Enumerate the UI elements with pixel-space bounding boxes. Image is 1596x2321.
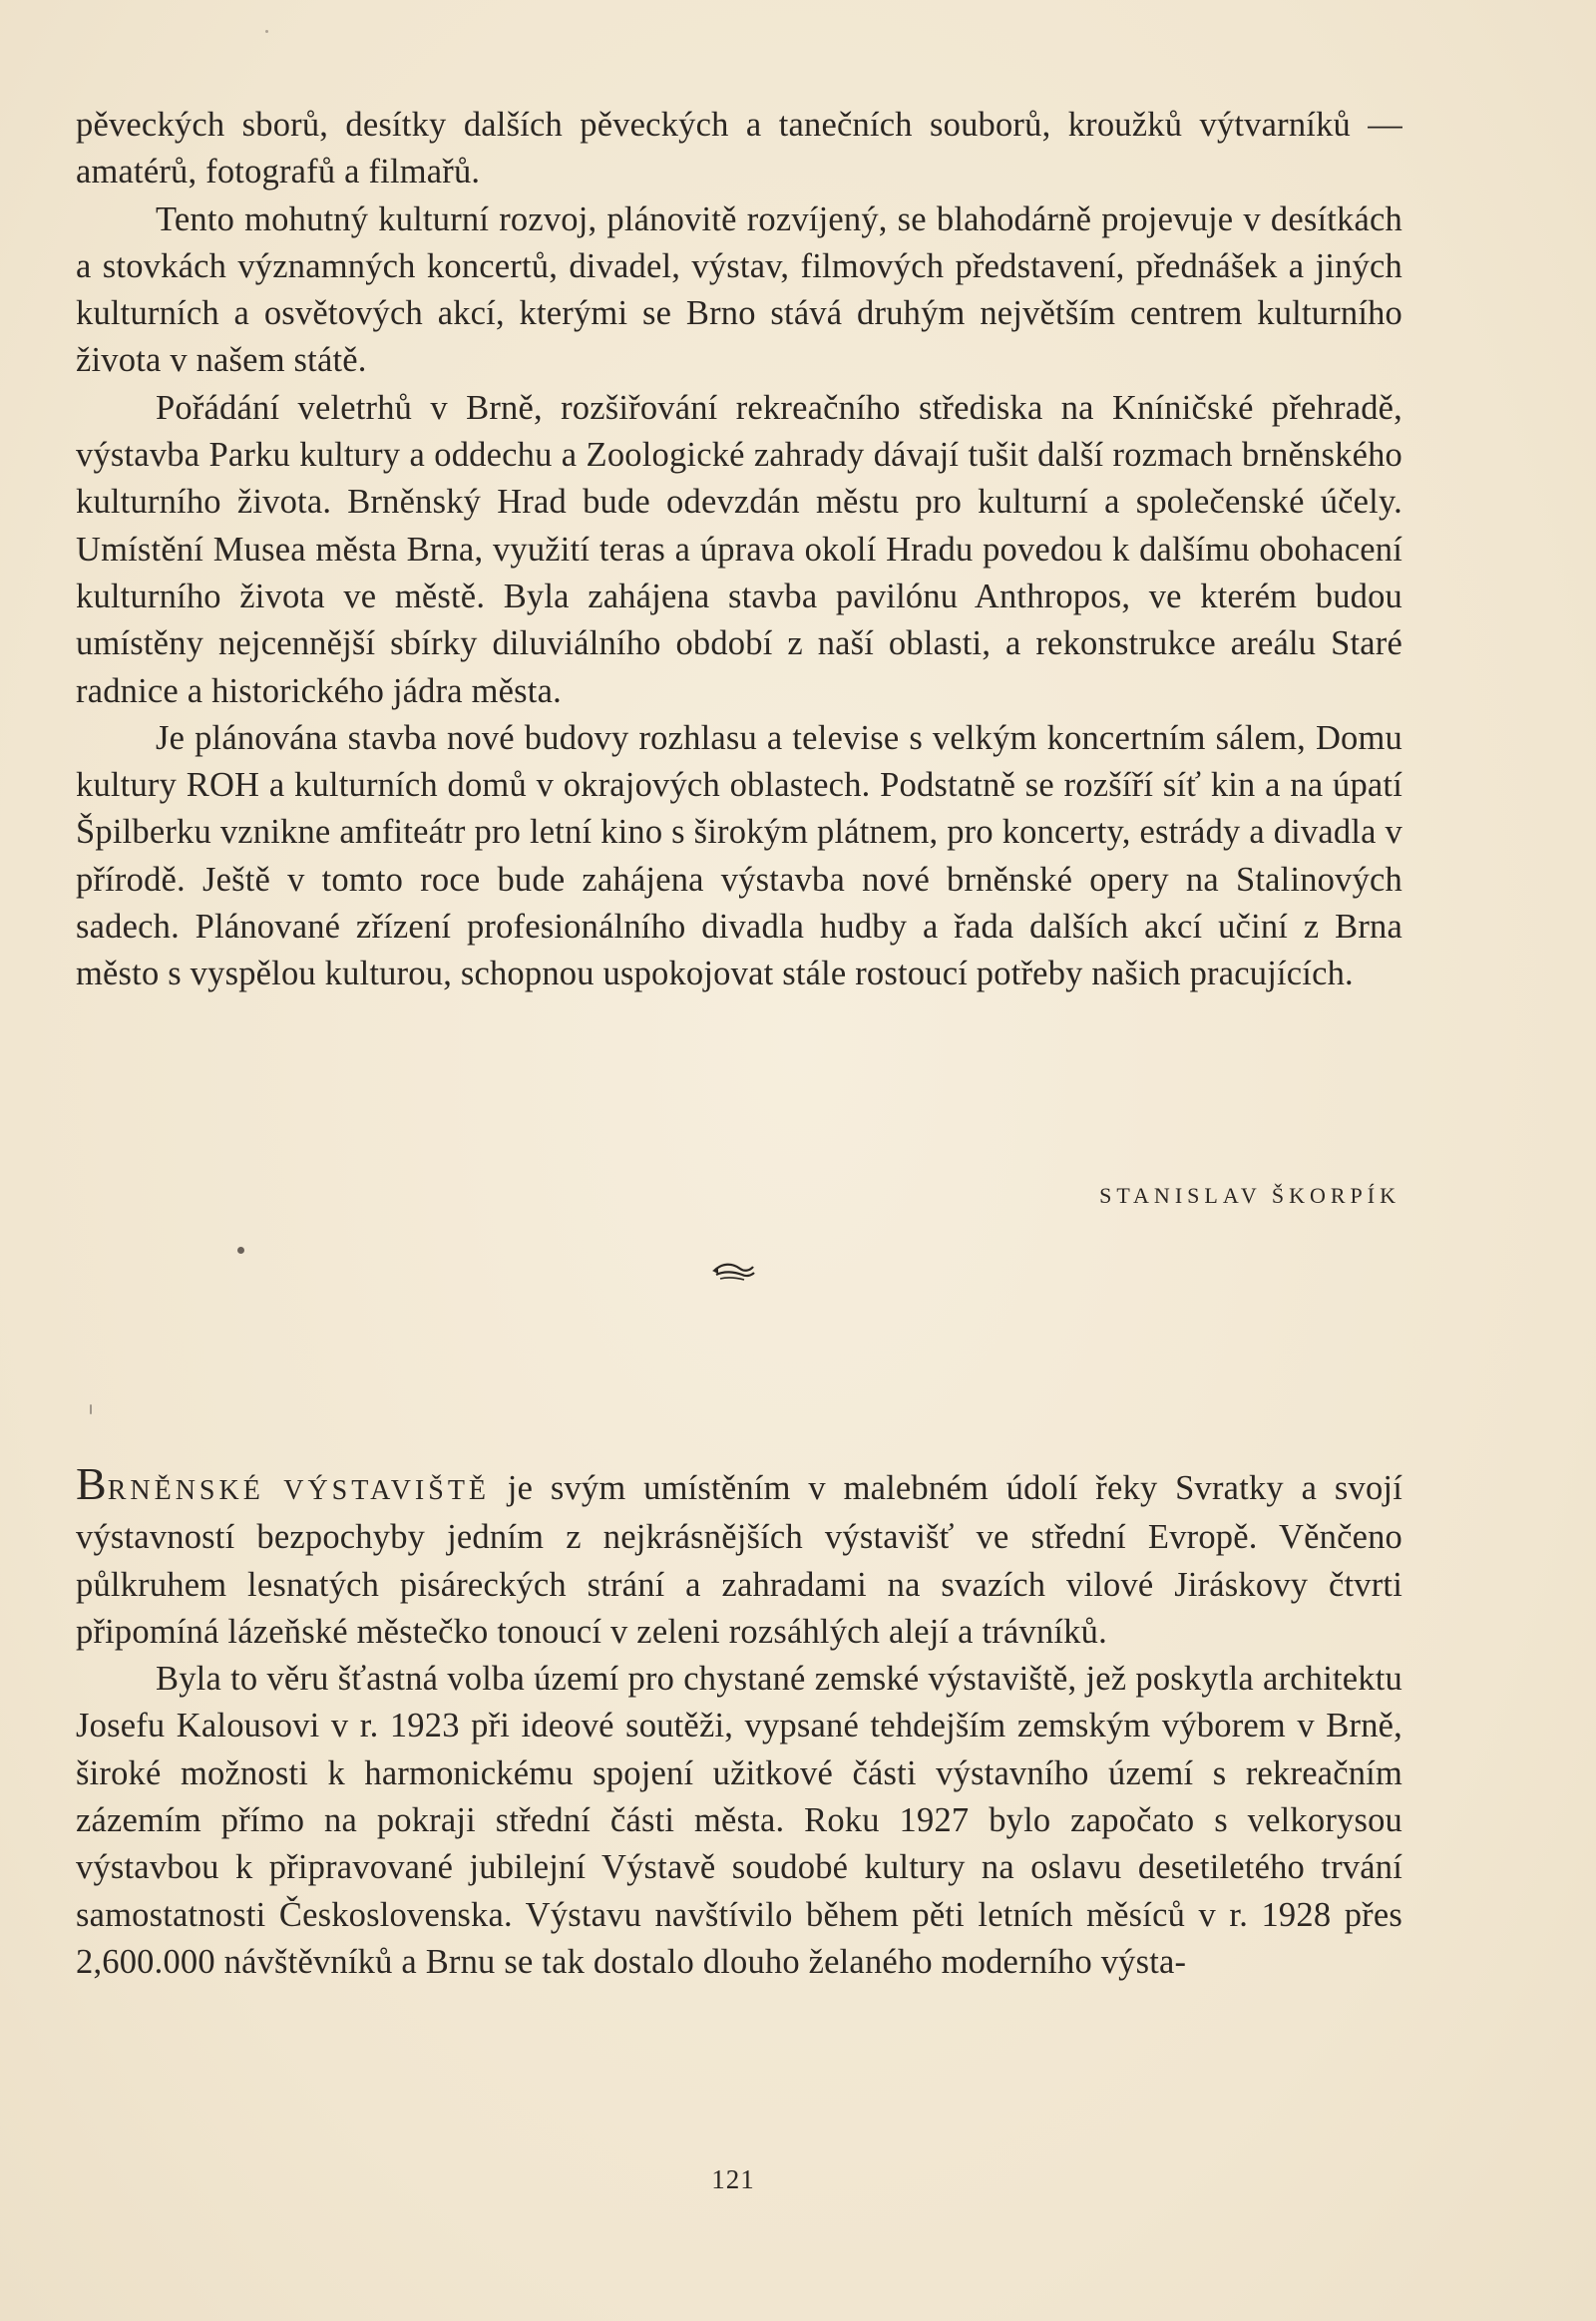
paragraph-exhibition-history: Byla to věru šťastná volba území pro chystané zemské výstaviště, jež poskytla architektu Josefu Kalousovi v r. 1923 při ideové soutěži, vypsané tehdejším zemským výborem v Brně, široké možnosti k harmonickému spojení užitkové části výstavního území s rekreačním zázemím přímo na pokraji střední části města. Roku 1927 bylo započato s velkorysou výstavbou k připravované jubilejní Výstavě soudobé kultury na oslavu desetiletého trvání samostatnosti Československa. Výstavu navštívilo během pěti letních měsíců v r. 1928 přes 2,600.000 návštěvníků a Brnu se tak dostalo dlouho želaného moderního výsta- (76, 1660, 1402, 1981)
paragraph-future-plans: Pořádání veletrhů v Brně, rozšiřování rekreačního střediska na Kníničské přehradě, výstavba Parku kultury a oddechu a Zoologické zahrady dávají tušit další rozmach brněnského kulturního života. Brněnský Hrad bude odevzdán městu pro kulturní a společenské účely. Umístění Musea města Brna, využití teras a úprava okolí Hradu povedou k dalšímu obohacení kulturního života ve městě. Byla zahájena stavba pavilónu Anthropos, ve kterém budou umístěny nejcennější sbírky diluviálního období z naší oblasti, a rekonstrukce areálu Staré radnice a historického jádra města. (76, 388, 1402, 710)
paragraph-exhibition-grounds (76, 1460, 1402, 1656)
paragraph-new-buildings: Je plánována stavba nové budovy rozhlasu a televise s velkým koncertním sálem, Domu kultury ROH a kulturních domů v okrajových oblastech. Podstatně se rozšíří síť kin a na úpatí Špilberku vznikne amfiteátr pro letní kino s širokým plátnem, pro koncerty, estrády a divadla v přírodě. Ještě v tomto roce bude zahájena výstavba nové brněnské opery na Stalinových sadech. Plánované zřízení profesionálního divadla hudby a řada dalších akcí učiní z Brna město s vyspělou kulturou, schopnou uspokojovat stále rostoucí potřeby našich pracujících. (76, 718, 1402, 993)
print-speck (265, 30, 268, 33)
lead-small-caps: RNĚNSKÉ VÝSTAVIŠTĚ (107, 1475, 491, 1506)
article-section-two (76, 1460, 1402, 1986)
paragraph-continuation: pěveckých sborů, desítky dalších pěveckých a tanečních souborů, kroužků výtvarníků — amatérů, fotografů a filmařů. (76, 106, 1402, 192)
page-number: 121 (711, 2164, 755, 2194)
print-speck (237, 1247, 244, 1254)
paragraph-exhibition-grounds-text: je svým umístěním v malebném údolí řeky Svratky a svojí výstavností bezpochyby jedním z nejkrásnějších výstavišť ve střední Evropě. Věnčeno půlkruhem lesnatých pisáreckých strání a zahradami na svazích vilové Jiráskovy čtvrti připomíná lázeňské městečko tonoucí v zeleni rozsáhlých alejí a trávníků. (76, 1469, 1402, 1651)
article-section-one (76, 102, 1402, 998)
paragraph-cultural-development: Tento mohutný kulturní rozvoj, plánovitě rozvíjený, se blahodárně projevuje v desítkách a stovkách významných koncertů, divadel, výstav, filmových představení, přednášek a jiných kulturních a osvětových akcí, kterými se Brno stává druhým největším centrem kulturního života v našem státě. (76, 199, 1402, 380)
lead-initial: B (76, 1458, 108, 1509)
author-signature: STANISLAV ŠKORPÍK (1099, 1183, 1400, 1208)
print-speck (90, 1404, 92, 1414)
ornament-icon (710, 1259, 756, 1283)
